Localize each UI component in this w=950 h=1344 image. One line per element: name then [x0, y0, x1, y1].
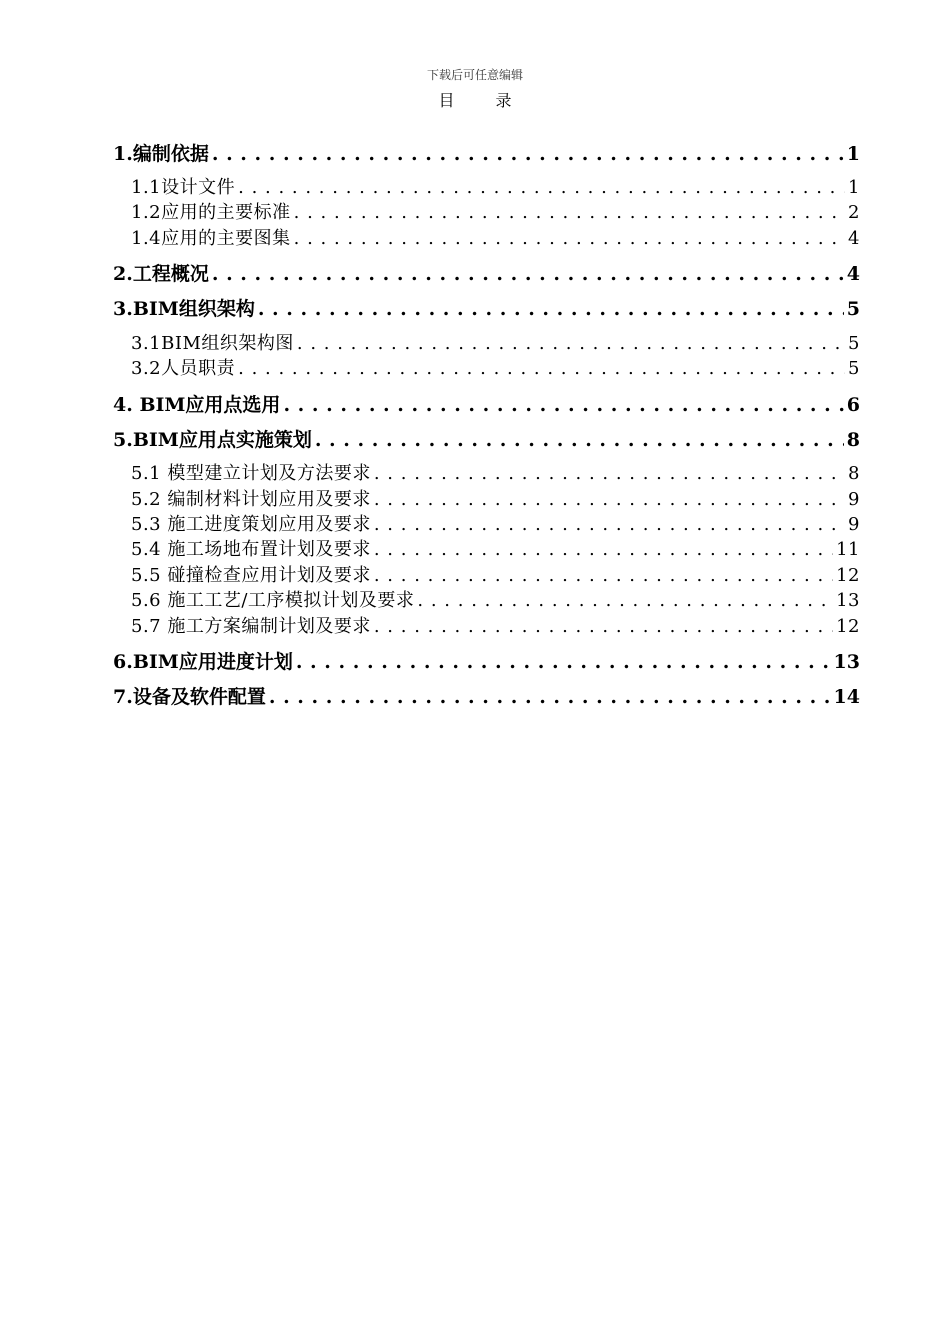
toc-entry-page: 5: [848, 358, 860, 379]
toc-entry-page: 8: [848, 463, 860, 484]
page-header-note: 下载后可任意编辑: [426, 68, 523, 82]
toc-entry-label: 5.6 施工工艺/工序模拟计划及要求: [131, 590, 415, 611]
toc-entry-page: 11: [836, 539, 860, 560]
toc-entry-page: 2: [848, 202, 860, 223]
toc-entry[interactable]: [113, 297, 860, 323]
toc-entry[interactable]: [131, 202, 860, 226]
dot-leader: [374, 616, 833, 640]
toc-entry-page: 13: [836, 590, 860, 611]
toc-entry[interactable]: [113, 685, 860, 711]
toc-entry[interactable]: [131, 514, 860, 538]
dot-leader: [258, 297, 844, 323]
toc-entry[interactable]: [131, 333, 860, 357]
toc-entry[interactable]: [131, 539, 860, 563]
toc-entry-page: 12: [836, 616, 860, 637]
dot-leader: [374, 514, 845, 538]
dot-leader: [374, 565, 833, 589]
toc-entry-label: 5.5 碰撞检查应用计划及要求: [131, 565, 371, 586]
toc-entry[interactable]: [131, 358, 860, 382]
toc-entry[interactable]: [131, 177, 860, 201]
toc-entry-page: 1: [846, 143, 860, 165]
toc-entry[interactable]: [113, 428, 860, 454]
dot-leader: [238, 177, 845, 201]
toc-entry[interactable]: [113, 142, 860, 168]
toc-entry-label: 3.1BIM组织架构图: [131, 333, 294, 354]
toc-entry-label: 5.BIM应用点实施策划: [113, 429, 312, 451]
toc-entry-label: 5.7 施工方案编制计划及要求: [131, 616, 371, 637]
toc-entry-page: 9: [848, 489, 860, 510]
dot-leader: [294, 228, 845, 252]
toc-entry-label: 5.3 施工进度策划应用及要求: [131, 514, 371, 535]
toc-entry-page: 14: [833, 686, 860, 708]
dot-leader: [212, 262, 844, 288]
toc-entry[interactable]: [131, 463, 860, 487]
dot-leader: [283, 393, 843, 419]
dot-leader: [374, 489, 845, 513]
toc-entry-label: 2.工程概况: [113, 263, 209, 285]
toc-entry-page: 5: [848, 333, 860, 354]
toc-entry-page: 8: [846, 429, 860, 451]
toc-entry-page: 6: [846, 394, 860, 416]
dot-leader: [315, 428, 844, 454]
dot-leader: [296, 650, 831, 676]
dot-leader: [297, 333, 845, 357]
toc-entry[interactable]: [131, 590, 860, 614]
toc-entry[interactable]: [131, 565, 860, 589]
toc-entry[interactable]: [113, 650, 860, 676]
toc-entry[interactable]: [113, 393, 860, 419]
toc-entry-label: 6.BIM应用进度计划: [113, 651, 293, 673]
toc-entry-label: 1.1设计文件: [131, 177, 236, 198]
toc-entry-label: 3.2人员职责: [131, 358, 236, 379]
toc-entry[interactable]: [131, 228, 860, 252]
dot-leader: [269, 685, 831, 711]
toc-title: 目 录: [438, 91, 530, 110]
toc-entry-label: 4. BIM应用点选用: [113, 394, 281, 416]
toc-entry-page: 1: [848, 177, 860, 198]
dot-leader: [374, 463, 845, 487]
toc-entry[interactable]: [131, 489, 860, 513]
dot-leader: [238, 358, 845, 382]
toc-entry-page: 4: [848, 228, 860, 249]
toc-entry-label: 1.编制依据: [113, 143, 209, 165]
toc-entry-label: 3.BIM组织架构: [113, 298, 255, 320]
toc-entry-page: 9: [848, 514, 860, 535]
toc-entry-page: 12: [836, 565, 860, 586]
dot-leader: [417, 590, 833, 614]
toc-entry-page: 4: [846, 263, 860, 285]
toc-entry-page: 5: [846, 298, 860, 320]
dot-leader: [374, 539, 833, 563]
toc-entry-label: 1.4应用的主要图集: [131, 228, 291, 249]
toc-entry-label: 7.设备及软件配置: [113, 686, 266, 708]
toc-entry-label: 5.2 编制材料计划应用及要求: [131, 489, 371, 510]
dot-leader: [294, 202, 845, 226]
toc-entry-page: 13: [833, 651, 860, 673]
toc-entry[interactable]: [131, 616, 860, 640]
toc-entry[interactable]: [113, 262, 860, 288]
toc-entry-label: 5.1 模型建立计划及方法要求: [131, 463, 371, 484]
dot-leader: [212, 142, 844, 168]
toc-entry-label: 1.2应用的主要标准: [131, 202, 291, 223]
toc-entry-label: 5.4 施工场地布置计划及要求: [131, 539, 371, 560]
